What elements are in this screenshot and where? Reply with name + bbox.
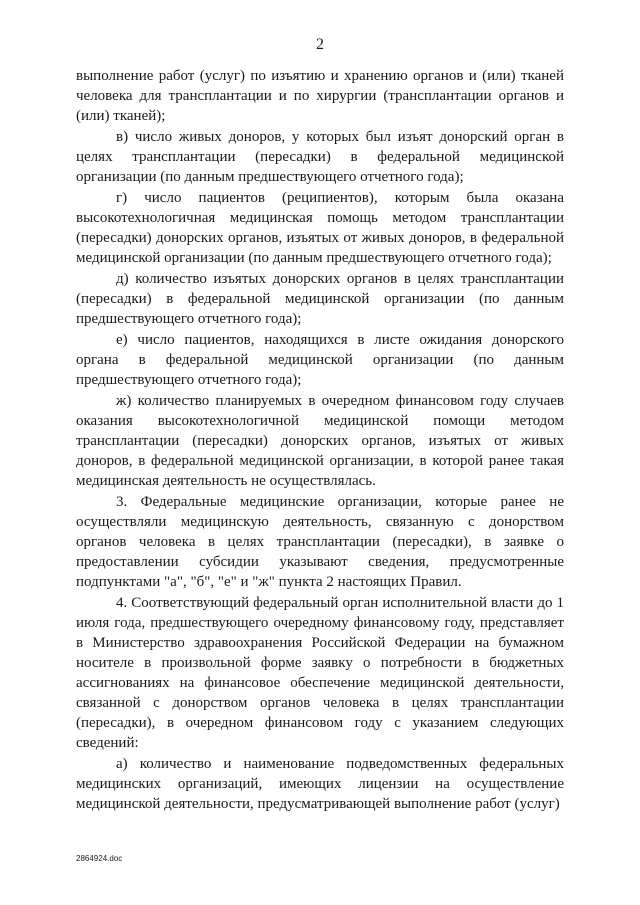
paragraph-continuation: выполнение работ (услуг) по изъятию и хранению органов и (или) тканей человека для трансплантации и по хирургии (трансплантации органов и (или) тканей); [76, 68, 564, 124]
page-number: 2 [316, 36, 324, 53]
paragraph-item-zh: ж) количество планируемых в очередном финансовом году случаев оказания высокотехнологичной медицинской помощи методом трансплантации (пересадки) донорских органов, изъятых от живых доноров, в федеральной медицинской организации, в которой ранее такая медицинская деятельность не осуществлялась. [76, 393, 564, 489]
paragraph-item-e: е) число пациентов, находящихся в листе ожидания донорского органа в федеральной медицинской организации (по данным предшествующего отчетного года); [76, 332, 564, 388]
document-body [76, 66, 564, 815]
paragraph-item-d: д) количество изъятых донорских органов в целях трансплантации (пересадки) в федеральной медицинской организации (по данным предшествующего отчетного года); [76, 271, 564, 327]
paragraph-item-g: г) число пациентов (реципиентов), которым была оказана высокотехнологичная медицинская помощь методом трансплантации (пересадки) донорских органов, изъятых от живых доноров, в федеральной медицинской организации (по данным предшествующего отчетного года); [76, 190, 564, 266]
paragraph-clause-4: 4. Соответствующий федеральный орган исполнительной власти до 1 июля года, предшествующего очередному финансовому году, представляет в Министерство здравоохранения Российской Федерации на бумажном носителе в произвольной форме заявку о потребности в бюджетных ассигнованиях на финансовое обеспечение медицинской деятельности, связанной с донорством органов человека в целях трансплантации (пересадки), в очередном финансовом году с указанием следующих сведений: [76, 595, 564, 751]
paragraph-item-v: в) число живых доноров, у которых был изъят донорский орган в целях трансплантации (пересадки) в федеральной медицинской организации (по данным предшествующего отчетного года); [76, 129, 564, 185]
paragraph-clause-3: 3. Федеральные медицинские организации, которые ранее не осуществляли медицинскую деятельность, связанную с донорством органов человека в целях трансплантации (пересадки), в заявке о предоставлении субсидии указывают сведения, предусмотренные подпунктами "а", "б", "е" и "ж" пункта 2 настоящих Правил. [76, 494, 564, 590]
paragraph-item-a: а) количество и наименование подведомственных федеральных медицинских организаций, имеющих лицензии на осуществление медицинской деятельности, предусматривающей выполнение работ (услуг) [76, 756, 564, 812]
footer-filename: 2864924.doc [76, 854, 123, 863]
